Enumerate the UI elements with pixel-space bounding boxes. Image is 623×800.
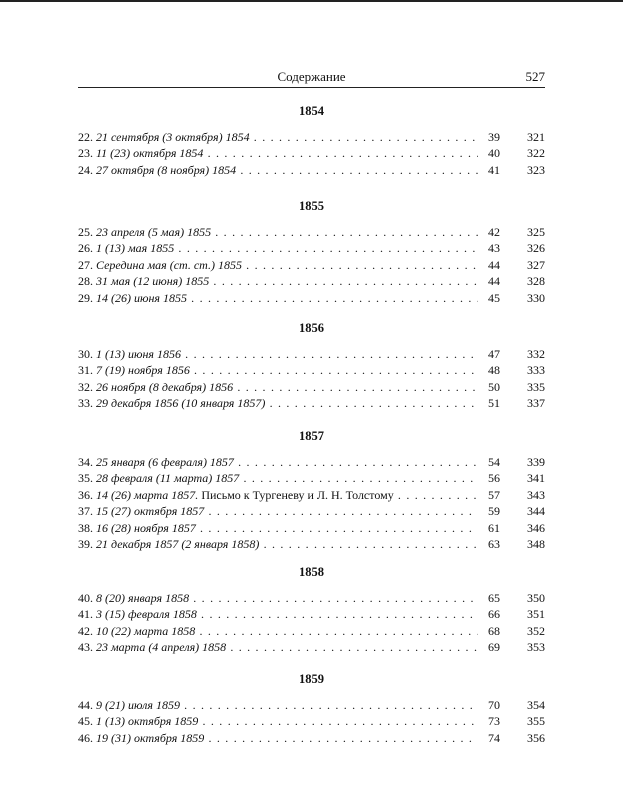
toc-entry-label xyxy=(78,395,478,411)
toc-entry-label xyxy=(78,713,478,729)
entry-title: 1 (13) октября 1859 xyxy=(96,714,199,729)
text-page-number: 42 xyxy=(478,224,500,240)
toc-entry[interactable] xyxy=(78,606,545,622)
entry-number: 25. xyxy=(78,225,96,239)
text-page-number: 48 xyxy=(478,362,500,378)
entry-title: 27 октября (8 ноября) 1854 xyxy=(96,162,237,177)
entry-number: 43. xyxy=(78,640,96,655)
commentary-page-number: 343 xyxy=(515,487,545,503)
commentary-page-number: 356 xyxy=(515,730,545,746)
toc-entry[interactable] xyxy=(78,503,545,519)
text-page-number: 50 xyxy=(478,379,500,395)
toc-entry[interactable] xyxy=(78,536,545,552)
toc-entry-label xyxy=(78,379,478,395)
text-page-number: 47 xyxy=(478,346,500,362)
page-number: 527 xyxy=(525,69,545,84)
text-page-number: 59 xyxy=(478,503,500,519)
entry-title: 26 ноября (8 декабря) 1856 xyxy=(96,379,234,394)
entry-title: 8 (20) января 1858 xyxy=(96,591,190,605)
entry-number: 42. xyxy=(78,623,96,638)
section-year: 1859 xyxy=(299,672,324,686)
entry-title: 29 декабря 1856 (10 января 1857) xyxy=(96,396,266,411)
toc-entry-label xyxy=(78,129,478,145)
text-page-number: 43 xyxy=(478,240,500,256)
entry-title: 9 (21) июля 1859 xyxy=(96,698,180,712)
commentary-page-number: 321 xyxy=(515,129,545,145)
entry-number: 31. xyxy=(78,363,96,378)
section-year: 1854 xyxy=(299,104,324,118)
toc-entry[interactable] xyxy=(78,395,545,411)
toc-entry-label xyxy=(78,470,478,486)
entry-title: 23 марта (4 апреля) 1858 xyxy=(96,640,227,655)
entry-number: 45. xyxy=(78,714,96,729)
entry-title: 3 (15) февраля 1858 xyxy=(96,607,197,622)
entry-number: 22. xyxy=(78,130,96,144)
entry-title: 11 (23) октября 1854 xyxy=(96,146,204,161)
toc-entry[interactable] xyxy=(78,590,545,606)
entry-title: 31 мая (12 июня) 1855 xyxy=(96,274,210,289)
toc-entry-label xyxy=(78,536,478,552)
commentary-page-number: 339 xyxy=(515,454,545,470)
commentary-page-number: 351 xyxy=(515,606,545,622)
text-page-number: 56 xyxy=(478,470,500,486)
commentary-page-number: 322 xyxy=(515,145,545,161)
entry-title: 23 апреля (5 мая) 1855 xyxy=(96,225,212,239)
toc-entry[interactable] xyxy=(78,362,545,378)
entry-number: 40. xyxy=(78,591,96,605)
commentary-page-number: 327 xyxy=(515,257,545,273)
entry-number: 27. xyxy=(78,257,96,272)
text-page-number: 74 xyxy=(478,730,500,746)
entry-title: Середина мая (ст. ст.) 1855 xyxy=(96,257,242,272)
entry-title: 21 сентября (3 октября) 1854 xyxy=(96,130,250,144)
toc-entry-label xyxy=(78,503,478,519)
commentary-page-number: 352 xyxy=(515,623,545,639)
toc-entry-label xyxy=(78,606,478,622)
toc-entry[interactable] xyxy=(78,697,545,713)
entry-number: 35. xyxy=(78,471,96,486)
page-top-border xyxy=(0,0,623,2)
toc-entry[interactable] xyxy=(78,240,545,256)
entry-number: 34. xyxy=(78,455,96,469)
text-page-number: 73 xyxy=(478,713,500,729)
entry-title: 7 (19) ноября 1856 xyxy=(96,363,190,378)
commentary-page-number: 330 xyxy=(515,290,545,306)
entry-number: 29. xyxy=(78,290,96,305)
entry-title: 14 (26) июня 1855 xyxy=(96,290,187,305)
commentary-page-number: 341 xyxy=(515,470,545,486)
entry-title: 19 (31) октября 1859 xyxy=(96,730,205,745)
toc-entry-label xyxy=(78,623,478,639)
toc-entry[interactable] xyxy=(78,520,545,536)
running-head xyxy=(78,69,545,87)
commentary-page-number: 344 xyxy=(515,503,545,519)
commentary-page-number: 337 xyxy=(515,395,545,411)
commentary-page-number: 348 xyxy=(515,536,545,552)
toc-entry[interactable] xyxy=(78,713,545,729)
toc-entry-label xyxy=(78,240,478,256)
toc-entry-label xyxy=(78,145,478,161)
text-page-number: 40 xyxy=(478,145,500,161)
toc-entry[interactable] xyxy=(78,290,545,306)
toc-entry[interactable] xyxy=(78,273,545,289)
toc-entry[interactable] xyxy=(78,224,545,240)
commentary-page-number: 323 xyxy=(515,162,545,178)
toc-entry-label xyxy=(78,697,478,713)
section-year: 1855 xyxy=(299,199,324,213)
entry-number: 33. xyxy=(78,396,96,411)
commentary-page-number: 354 xyxy=(515,697,545,713)
toc-entry[interactable] xyxy=(78,623,545,639)
text-page-number: 41 xyxy=(478,162,500,178)
toc-entry-label xyxy=(78,273,478,289)
toc-entry-label xyxy=(78,639,478,655)
toc-entry-label xyxy=(78,346,478,362)
text-page-number: 63 xyxy=(478,536,500,552)
toc-entry[interactable] xyxy=(78,639,545,655)
text-page-number: 61 xyxy=(478,520,500,536)
commentary-page-number: 335 xyxy=(515,379,545,395)
entry-title: 1 (13) мая 1855 xyxy=(96,241,175,256)
toc-entry[interactable] xyxy=(78,162,545,178)
commentary-page-number: 353 xyxy=(515,639,545,655)
entry-title: 15 (27) октября 1857 xyxy=(96,504,205,519)
text-page-number: 44 xyxy=(478,273,500,289)
commentary-page-number: 346 xyxy=(515,520,545,536)
commentary-page-number: 328 xyxy=(515,273,545,289)
toc-entry-label xyxy=(78,487,478,503)
header-rule xyxy=(78,87,545,88)
text-page-number: 66 xyxy=(478,606,500,622)
entry-title: 16 (28) ноября 1857 xyxy=(96,520,196,535)
entry-number: 46. xyxy=(78,730,96,745)
entry-number: 38. xyxy=(78,520,96,535)
commentary-page-number: 332 xyxy=(515,346,545,362)
text-page-number: 39 xyxy=(478,129,500,145)
text-page-number: 65 xyxy=(478,590,500,606)
toc-entry-label xyxy=(78,520,478,536)
entry-title: 10 (22) марта 1858 xyxy=(96,623,196,638)
toc-entry[interactable] xyxy=(78,379,545,395)
section-year: 1856 xyxy=(299,321,324,335)
commentary-page-number: 355 xyxy=(515,713,545,729)
commentary-page-number: 325 xyxy=(515,224,545,240)
entry-title: 14 (26) марта 1857. xyxy=(96,487,199,502)
running-head-title: Содержание xyxy=(277,69,346,84)
toc-entry-label xyxy=(78,362,478,378)
entry-number: 32. xyxy=(78,379,96,394)
entry-number: 36. xyxy=(78,487,96,502)
entry-subtitle: Письмо к Тургеневу и Л. Н. Толстому xyxy=(198,487,394,502)
entry-number: 44. xyxy=(78,698,96,712)
entry-title: 21 декабря 1857 (2 января 1858) xyxy=(96,537,260,551)
toc-entry[interactable] xyxy=(78,487,545,503)
entry-number: 23. xyxy=(78,146,96,161)
toc-entry[interactable] xyxy=(78,129,545,145)
toc-entry-label xyxy=(78,730,478,746)
entry-number: 26. xyxy=(78,241,96,256)
commentary-page-number: 333 xyxy=(515,362,545,378)
entry-number: 24. xyxy=(78,162,96,177)
text-page-number: 57 xyxy=(478,487,500,503)
toc-entry-label xyxy=(78,454,478,470)
toc-entry[interactable] xyxy=(78,470,545,486)
section-year: 1857 xyxy=(299,429,324,443)
entry-title: 1 (13) июня 1856 xyxy=(96,347,181,361)
toc-entry[interactable] xyxy=(78,730,545,746)
text-page-number: 44 xyxy=(478,257,500,273)
text-page-number: 69 xyxy=(478,639,500,655)
entry-number: 41. xyxy=(78,607,96,622)
entry-number: 37. xyxy=(78,504,96,519)
text-page-number: 54 xyxy=(478,454,500,470)
toc-entry-label xyxy=(78,590,478,606)
text-page-number: 70 xyxy=(478,697,500,713)
toc-entry-label xyxy=(78,257,478,273)
entry-number: 30. xyxy=(78,347,96,361)
toc-entry[interactable] xyxy=(78,346,545,362)
entry-title: 28 февраля (11 марта) 1857 xyxy=(96,471,240,486)
text-page-number: 68 xyxy=(478,623,500,639)
toc-entry-label xyxy=(78,290,478,306)
commentary-page-number: 326 xyxy=(515,240,545,256)
entry-number: 28. xyxy=(78,274,96,289)
entry-title: 25 января (6 февраля) 1857 xyxy=(96,455,234,469)
commentary-page-number: 350 xyxy=(515,590,545,606)
toc-entry[interactable] xyxy=(78,145,545,161)
toc-entry[interactable] xyxy=(78,257,545,273)
text-page-number: 45 xyxy=(478,290,500,306)
toc-entry-label xyxy=(78,224,478,240)
toc-entry[interactable] xyxy=(78,454,545,470)
section-year: 1858 xyxy=(299,565,324,579)
toc-entry-label xyxy=(78,162,478,178)
text-page-number: 51 xyxy=(478,395,500,411)
entry-number: 39. xyxy=(78,537,96,551)
